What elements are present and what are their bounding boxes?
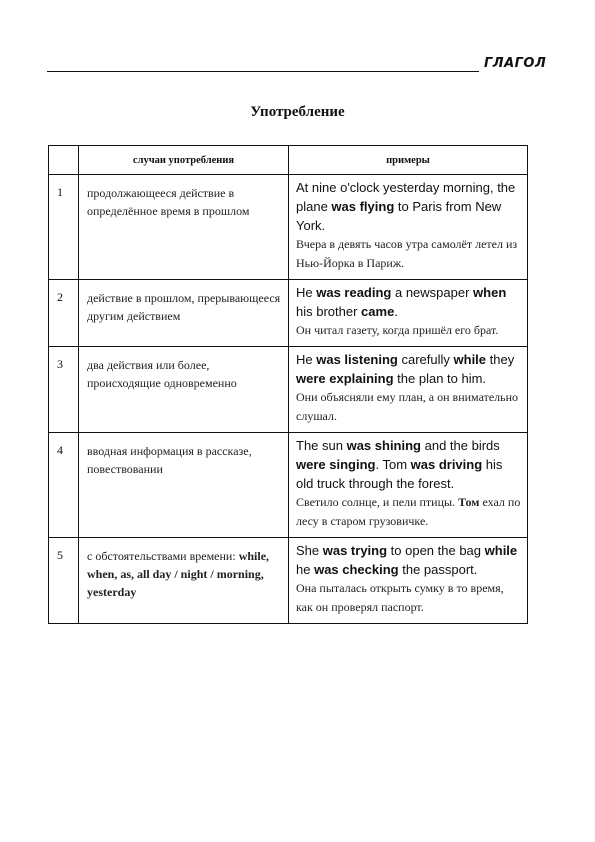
plain-text: At nine o'clock yesterday morning, the plane: [296, 180, 516, 214]
table-row: [49, 433, 528, 538]
plain-text: He: [296, 352, 317, 367]
plain-text: . Tom: [375, 457, 411, 472]
plain-text: с обстоятельствами времени:: [87, 549, 239, 563]
plain-text: the plan to him.: [393, 371, 487, 386]
usage-table-body: [49, 175, 528, 624]
example-cell: [289, 433, 528, 538]
column-header-examples: примеры: [289, 146, 528, 175]
plain-text: the passport.: [398, 562, 478, 577]
russian-translation: [296, 235, 521, 273]
english-example: [296, 350, 521, 388]
row-number: 4: [49, 433, 79, 538]
usage-case-cell: [79, 347, 289, 433]
usage-case-cell: [79, 175, 289, 280]
header-rule: [47, 71, 479, 72]
plain-text: Светило солнце, и пели птицы.: [296, 495, 459, 509]
plain-text: He: [296, 285, 317, 300]
emphasis-text: was reading: [316, 285, 392, 300]
russian-translation: [296, 388, 521, 426]
russian-translation: [296, 321, 521, 340]
plain-text: продолжающееся действие в определённое время в прошлом: [87, 186, 250, 218]
plain-text: to open the bag: [387, 543, 485, 558]
table-row: [49, 175, 528, 280]
column-header-number: [49, 146, 79, 175]
plain-text: Они объясняли ему план, а он внимательно слушал.: [296, 390, 519, 423]
emphasis-text: while, when, as, all day / night / morning, yesterday: [87, 549, 270, 599]
example-cell: [289, 347, 528, 433]
english-example: [296, 178, 521, 235]
english-example: [296, 436, 521, 493]
emphasis-text: was shining: [346, 438, 421, 453]
plain-text: and the birds: [421, 438, 500, 453]
table-row: [49, 347, 528, 433]
usage-case-cell: [79, 538, 289, 624]
emphasis-text: were explaining: [296, 371, 394, 386]
emphasis-text: Том: [458, 495, 480, 509]
row-number: 1: [49, 175, 79, 280]
english-example: [296, 541, 521, 579]
russian-translation: [296, 493, 521, 531]
row-number: 2: [49, 280, 79, 347]
plain-text: The sun: [296, 438, 347, 453]
row-number: 5: [49, 538, 79, 624]
usage-table: [48, 145, 528, 624]
emphasis-text: was checking: [314, 562, 399, 577]
plain-text: carefully: [397, 352, 454, 367]
emphasis-text: while: [484, 543, 518, 558]
running-head: ГЛАГОЛ: [484, 56, 547, 71]
table-row: [49, 538, 528, 624]
plain-text: действие в прошлом, прерывающееся другим действием: [87, 291, 281, 323]
plain-text: два действия или более, происходящие одновременно: [87, 358, 237, 390]
plain-text: Он читал газету, когда пришёл его брат.: [296, 323, 499, 337]
emphasis-text: was flying: [331, 199, 395, 214]
plain-text: his brother: [296, 304, 362, 319]
example-cell: [289, 175, 528, 280]
emphasis-text: while: [453, 352, 487, 367]
plain-text: She: [296, 543, 323, 558]
plain-text: to Paris from New York.: [296, 199, 502, 233]
plain-text: .: [394, 304, 398, 319]
emphasis-text: were singing: [296, 457, 376, 472]
section-title: Употребление: [250, 104, 345, 120]
table-row: [49, 280, 528, 347]
row-number: 3: [49, 347, 79, 433]
emphasis-text: came: [361, 304, 395, 319]
plain-text: Она пыталась открыть сумку в то время, как он проверял паспорт.: [296, 581, 504, 614]
example-cell: [289, 538, 528, 624]
plain-text: he: [296, 562, 315, 577]
plain-text: they: [486, 352, 515, 367]
plain-text: his old truck through the forest.: [296, 457, 503, 491]
plain-text: a newspaper: [391, 285, 474, 300]
usage-case-cell: [79, 280, 289, 347]
column-header-cases: случаи употребления: [79, 146, 289, 175]
example-cell: [289, 280, 528, 347]
emphasis-text: was listening: [316, 352, 398, 367]
emphasis-text: when: [473, 285, 507, 300]
emphasis-text: was trying: [322, 543, 388, 558]
plain-text: Вчера в девять часов утра самолёт летел из Нью-Йорка в Париж.: [296, 237, 518, 270]
usage-case-cell: [79, 433, 289, 538]
plain-text: вводная информация в рассказе, повествовании: [87, 444, 252, 476]
plain-text: ехал по лесу в старом грузовичке.: [296, 495, 521, 528]
english-example: [296, 283, 521, 321]
russian-translation: [296, 579, 521, 617]
emphasis-text: was driving: [410, 457, 483, 472]
table-header-row: [49, 146, 528, 175]
